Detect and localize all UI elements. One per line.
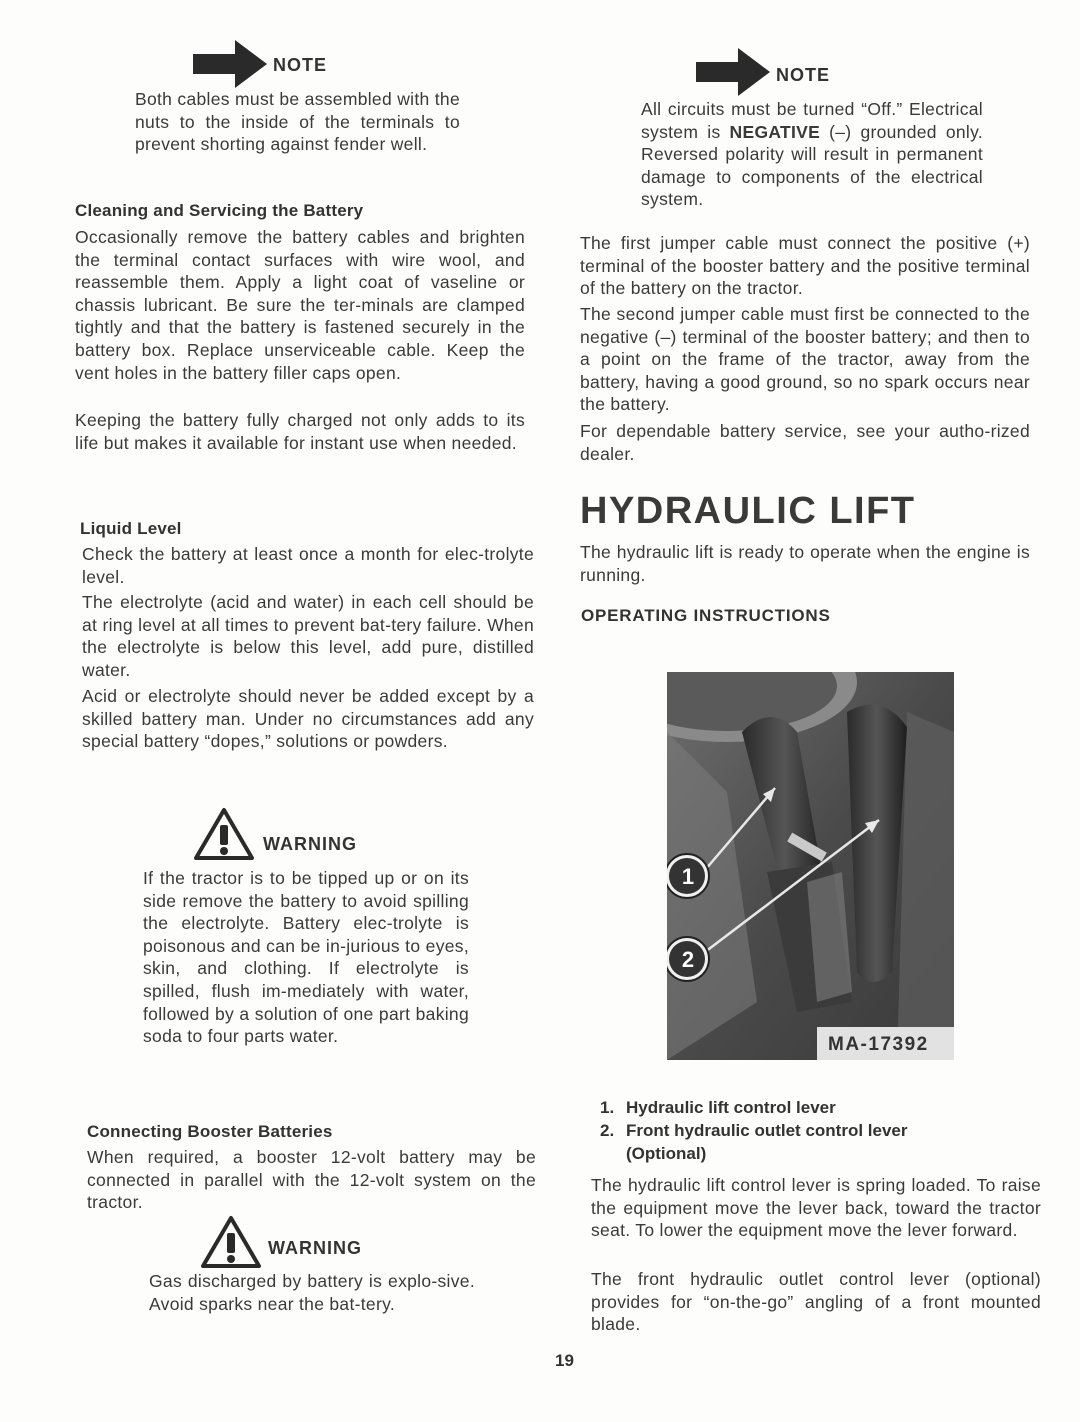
callout-2: 2 <box>681 947 695 972</box>
note-text: Both cables must be assembled with the nuts to the inside of the terminals to prevent shorting against fender well. <box>135 89 460 155</box>
paragraph: Acid or electrolyte should never be added except by a skilled battery man. Under no circumstances add any special battery “dopes,” solutions or powders. <box>82 686 534 752</box>
note-label: NOTE <box>273 55 328 75</box>
page-title: HYDRAULIC LIFT <box>580 490 916 532</box>
list-item: 1. Hydraulic lift control lever <box>600 1098 836 1117</box>
paragraph: Occasionally remove the battery cables and brighten the terminal contact surfaces with wire wool, and reassemble them. Apply a light coat of vaseline or chassis lubricant. Be sure the ter-minals are clamped tightly and that the battery is fastened securely in the battery box. Replace unserviceable cable. Keep the vent holes in the battery filler caps open. <box>75 227 525 383</box>
photo-code: MA-17392 <box>828 1034 929 1055</box>
paragraph: The hydraulic lift is ready to operate when the engine is running. <box>580 542 1030 585</box>
paragraph: The electrolyte (acid and water) in each cell should be at ring level at all times to prevent bat-tery failure. When the electrolyte is below this level, add pure, distilled water. <box>82 592 534 680</box>
paragraph: For dependable battery service, see your autho-rized dealer. <box>580 421 1030 464</box>
paragraph: Keeping the battery fully charged not only adds to its life but makes it available for instant use when needed. <box>75 410 525 453</box>
warning-triangle-icon <box>193 807 255 861</box>
warning-triangle-icon <box>200 1215 262 1269</box>
lever-photo <box>667 672 954 1060</box>
paragraph: When required, a booster 12-volt battery may be connected in parallel with the 12-volt system on the tractor. <box>87 1147 536 1213</box>
warning-text: If the tractor is to be tipped up or on its side remove the battery to avoid spilling the electrolyte. Battery elec-trolyte is poisonous and can be in-jurious to eyes, skin, and clothing. If electrolyte is spilled, flush im-mediately with water, followed by a solution of one part baking soda to four parts water. <box>143 868 469 1047</box>
note-arrow-icon <box>696 48 774 96</box>
section-heading: Connecting Booster Batteries <box>87 1122 333 1141</box>
page-number: 19 <box>555 1351 574 1370</box>
paragraph: The second jumper cable must first be connected to the negative (–) terminal of the booster battery; and then to a point on the frame of the tractor, away from the battery, having a good ground, so no spark occurs near the battery. <box>580 304 1030 415</box>
callout-1: 1 <box>681 864 695 889</box>
section-heading: OPERATING INSTRUCTIONS <box>581 606 831 625</box>
warning-label: WARNING <box>268 1238 362 1258</box>
note-text: All circuits must be turned “Off.” Electrical system is NEGATIVE (–) grounded only. Reversed polarity will result in permanent damage to components of the electrical system. <box>641 99 983 210</box>
paragraph: Check the battery at least once a month for elec-trolyte level. <box>82 544 534 587</box>
paragraph: The first jumper cable must connect the positive (+) terminal of the booster battery and the positive terminal of the battery on the tractor. <box>580 233 1030 299</box>
section-heading: Cleaning and Servicing the Battery <box>75 201 364 220</box>
paragraph: The front hydraulic outlet control lever (optional) provides for “on-the-go” angling of a front mounted blade. <box>591 1269 1041 1335</box>
paragraph: The hydraulic lift control lever is spring loaded. To raise the equipment move the lever back, toward the tractor seat. To lower the equipment move the lever forward. <box>591 1175 1041 1241</box>
note-arrow-icon <box>193 40 271 88</box>
list-item: 2. Front hydraulic outlet control lever (Optional) <box>600 1121 908 1163</box>
note-label: NOTE <box>776 65 831 85</box>
section-heading: Liquid Level <box>80 519 182 538</box>
warning-label: WARNING <box>263 834 357 854</box>
warning-text: Gas discharged by battery is explo-sive. Avoid sparks near the bat-tery. <box>149 1271 475 1314</box>
